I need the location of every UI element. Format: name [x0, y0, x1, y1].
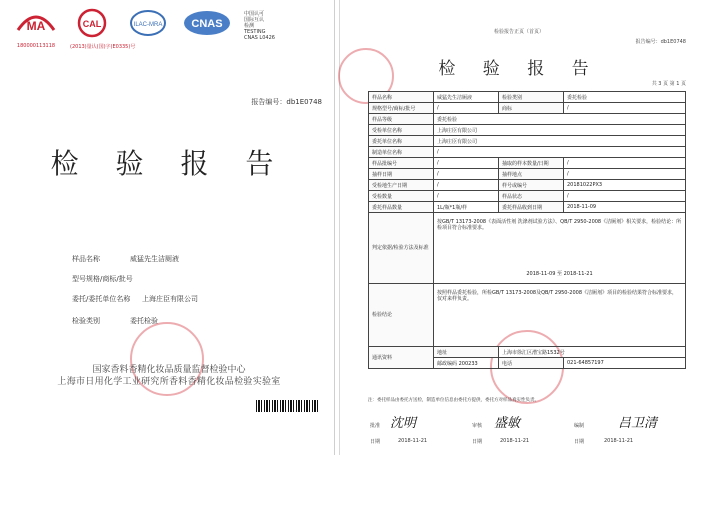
report-cover-page: [4, 0, 335, 455]
cal-logo: [70, 8, 136, 50]
table-row: [369, 191, 686, 202]
issuing-laboratory: 上海市日用化学工业研究所香料香精化妆品检验实验室: [57, 377, 281, 387]
cnas-mark: CNAS: [191, 18, 223, 30]
zip-value: 200233: [458, 360, 478, 367]
barcode: [256, 400, 318, 412]
cal-caption: (2013)量认(国)字(E0335)号: [70, 44, 136, 50]
table-row: [369, 92, 686, 103]
table-row: [369, 180, 686, 191]
table-row: [369, 147, 686, 158]
report-number: 报告编号：db1E0748: [635, 39, 686, 45]
table-cell: /: [434, 147, 686, 158]
certification-logos: [14, 8, 275, 50]
table-cell: /: [564, 103, 686, 114]
phone-value: 021-64857197: [564, 358, 686, 369]
field-client: [72, 294, 198, 304]
table-cell: /: [564, 169, 686, 180]
table-cell: 样号或编号: [499, 180, 564, 191]
table-cell: 样品名称: [369, 92, 434, 103]
table-cell: 委托样品收到日期: [499, 202, 564, 213]
table-cell: /: [434, 191, 499, 202]
table-cell: 上海庄臣有限公司: [434, 136, 686, 147]
table-cell: 受检数量: [369, 191, 434, 202]
table-cell: 样品等级: [369, 114, 434, 125]
table-row: [369, 158, 686, 169]
table-cell: 规格型号/商标/批号: [369, 103, 434, 114]
field-value: 威猛先生洁厕液: [130, 255, 179, 263]
cnas-line: 中国认可: [244, 11, 265, 17]
cnas-accreditation-text: [244, 11, 275, 41]
ilac-logo: [126, 8, 170, 42]
conclusion-label: 检验结论: [369, 284, 434, 347]
author-label: 编制: [574, 423, 585, 429]
table-cell: 受检地生产日期: [369, 180, 434, 191]
cnas-line: CNAS L0426: [244, 35, 275, 41]
review-date: 2018-11-21: [500, 438, 530, 444]
table-row: [369, 202, 686, 213]
address-value: 上海市徐汇区漕宝路1532号: [499, 347, 686, 358]
basis-label: 判定依据/检验方法及标准: [369, 213, 434, 284]
author-date: 2018-11-21: [604, 438, 634, 444]
basis-cell: [434, 213, 686, 284]
table-row: [369, 213, 686, 284]
test-dates: 2018-11-09 至 2018-11-21: [526, 271, 593, 277]
contact-label: 通讯资料: [369, 347, 434, 369]
report-info-table: [368, 91, 686, 369]
reviewer-label: 审核: [472, 423, 483, 429]
table-cell: /: [564, 158, 686, 169]
field-test-type: [72, 316, 158, 326]
approver-label: 批准: [370, 423, 381, 429]
reviewer-signature: 盛敏: [494, 416, 521, 431]
zip-cell: [434, 358, 499, 369]
table-cell: /: [434, 169, 499, 180]
table-row: [369, 114, 686, 125]
page-header: 检验报告正页（首页）: [493, 29, 544, 35]
page-counter: 共 3 页 第 1 页: [651, 81, 686, 87]
table-cell: 上海庄臣有限公司: [434, 125, 686, 136]
approval-date: 2018-11-21: [398, 438, 428, 444]
table-cell: 受检单位名称: [369, 125, 434, 136]
report-first-page: [339, 0, 698, 455]
table-cell: 威猛先生洁厕液: [434, 92, 499, 103]
signature-block: [368, 412, 688, 448]
zip-label: 邮政编码: [437, 360, 458, 367]
field-model-batch: [72, 274, 133, 284]
table-cell: 制造单位名称: [369, 147, 434, 158]
cma-caption: 180000113118: [16, 43, 56, 49]
basis-text: 按GB/T 13173-2008《表面活性剂 洗涤剂试验方法》、QB/T 2950-2008《洁厕剂》相关要求，检验结论：所检项目符合标准要求。: [437, 219, 682, 231]
cnas-line: TESTING: [244, 29, 266, 35]
field-key: 型号规格/商标/批号: [72, 275, 133, 283]
table-cell: 检验类别: [499, 92, 564, 103]
table-cell: 抽样日期: [369, 169, 434, 180]
table-cell: 委托检验: [564, 92, 686, 103]
report-number: 报告编号：db1E0748: [251, 98, 322, 106]
cma-logo: [14, 8, 58, 49]
table-cell: /: [564, 191, 686, 202]
phone-label: 电话: [499, 358, 564, 369]
field-value: 委托检验: [130, 317, 158, 325]
table-cell: 委托样品数量: [369, 202, 434, 213]
table-cell: 样品批编号: [369, 158, 434, 169]
field-key: 委托/委托单位名称: [72, 295, 131, 303]
table-cell: 1L/瓶*1瓶/样: [434, 202, 499, 213]
author-signature: 吕卫清: [618, 416, 658, 431]
cal-mark: CAL: [82, 19, 102, 29]
table-cell: 样品状态: [499, 191, 564, 202]
date-label: 日期: [472, 439, 483, 445]
field-value: 上海庄臣有限公司: [142, 295, 198, 303]
table-row: [369, 103, 686, 114]
report-title: 检 验 报 告: [438, 59, 600, 79]
date-label: 日期: [370, 439, 381, 445]
field-key: 样品名称: [72, 255, 100, 263]
table-cell: /: [434, 158, 499, 169]
table-row: [369, 125, 686, 136]
table-cell: 商标: [499, 103, 564, 114]
report-title: 检 验 报 告: [50, 147, 288, 180]
cnas-line: 国际互认: [244, 17, 265, 23]
table-cell: 抽取的样本数量/日期: [499, 158, 564, 169]
table-cell: 20181022PX3: [564, 180, 686, 191]
table-row: [369, 347, 686, 358]
approver-signature: 沈明: [390, 416, 417, 431]
table-cell: 2018-11-09: [564, 202, 686, 213]
field-key: 检验类别: [72, 317, 100, 325]
table-cell: /: [434, 180, 499, 191]
table-row: [369, 284, 686, 347]
table-cell: /: [434, 103, 499, 114]
footnote: 注：委托样品由委托方送检，制造单位信息由委托方提供，委托方对样品真实性负责。: [368, 398, 539, 403]
table-cell: 委托单位名称: [369, 136, 434, 147]
table-row: [369, 169, 686, 180]
cnas-line: 检测: [244, 23, 255, 29]
date-label: 日期: [574, 439, 585, 445]
issuing-center: 国家香料香精化妆品质量监督检验中心: [92, 365, 246, 375]
conclusion-text: 按照样品委托检验，所检GB/T 13173-2008及QB/T 2950-2008《洁厕剂》项目的检验结果符合标准要求，仅对来样负责。: [434, 284, 686, 347]
cma-mark: MA: [26, 19, 46, 33]
table-cell: 委托检验: [434, 114, 686, 125]
table-cell: 抽样地点: [499, 169, 564, 180]
ilac-mark: ILAC-MRA: [133, 22, 163, 28]
cnas-logo: [182, 8, 232, 42]
field-sample-name: [72, 254, 179, 264]
table-row: [369, 136, 686, 147]
address-label: 地址: [434, 347, 499, 358]
